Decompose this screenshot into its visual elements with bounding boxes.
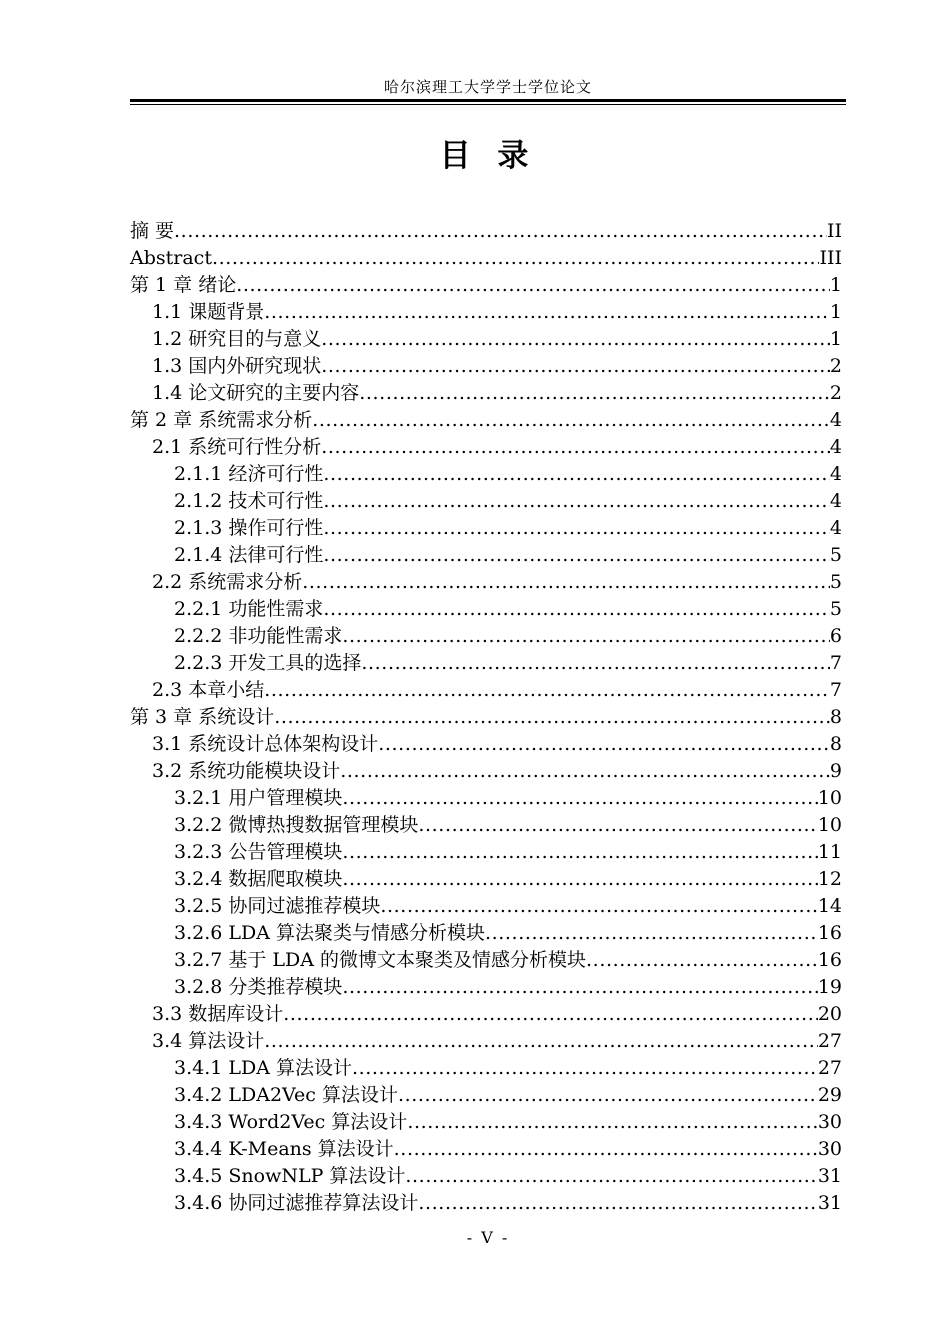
toc-entry-page: 31 — [817, 1192, 842, 1214]
toc-entry[interactable] — [130, 704, 842, 731]
toc-entry-page: 7 — [829, 679, 842, 701]
toc-dot-leader — [283, 1001, 818, 1028]
toc-dot-leader — [212, 245, 820, 272]
toc-entry-page: 20 — [817, 1003, 842, 1025]
toc-entry[interactable] — [130, 1109, 842, 1136]
toc-dot-leader — [361, 650, 830, 677]
toc-dot-leader — [340, 758, 830, 785]
toc-dot-leader — [323, 542, 830, 569]
toc-dot-leader — [302, 569, 830, 596]
toc-dot-leader — [342, 866, 817, 893]
toc-entry-label: 2.3 本章小结 — [152, 679, 265, 701]
toc-entry-label: 第 1 章 绪论 — [130, 274, 237, 296]
toc-entry-label: 3.2.8 分类推荐模块 — [174, 976, 343, 998]
toc-entry-label: 3.2.7 基于 LDA 的微博文本聚类及情感分析模块 — [174, 949, 587, 971]
toc-dot-leader — [312, 407, 830, 434]
toc-dot-leader — [407, 1109, 818, 1136]
toc-entry-label: 3.4.3 Word2Vec 算法设计 — [174, 1111, 408, 1133]
toc-dot-leader — [418, 812, 817, 839]
toc-entry-page: 27 — [817, 1057, 842, 1079]
toc-entry[interactable] — [130, 1190, 842, 1217]
toc-entry[interactable] — [130, 650, 842, 677]
toc-entry-page: 4 — [829, 490, 842, 512]
toc-entry[interactable] — [130, 407, 842, 434]
toc-entry[interactable] — [130, 326, 842, 353]
toc-entry-label: 摘 要 — [130, 220, 175, 242]
toc-entry-page: 10 — [817, 787, 842, 809]
toc-dot-leader — [274, 704, 830, 731]
toc-entry[interactable] — [130, 380, 842, 407]
toc-entry-page: 14 — [817, 895, 842, 917]
toc-entry-label: 2.1.4 法律可行性 — [174, 544, 324, 566]
toc-entry-page: 4 — [829, 463, 842, 485]
toc-entry-page: 11 — [817, 841, 842, 863]
toc-entry[interactable] — [130, 1028, 842, 1055]
toc-dot-leader — [378, 731, 830, 758]
toc-entry[interactable] — [130, 461, 842, 488]
toc-entry-label: 第 3 章 系统设计 — [130, 706, 275, 728]
toc-entry-page: 7 — [829, 652, 842, 674]
toc-entry-label: 3.1 系统设计总体架构设计 — [152, 733, 379, 755]
toc-dot-leader — [394, 1136, 818, 1163]
toc-entry-page: 5 — [829, 544, 842, 566]
toc-entry-label: 1.2 研究目的与意义 — [152, 328, 322, 350]
toc-entry[interactable] — [130, 920, 842, 947]
toc-entry-page: 1 — [829, 328, 842, 350]
toc-dot-leader — [352, 1055, 818, 1082]
toc-entry[interactable] — [130, 245, 842, 272]
toc-entry[interactable] — [130, 272, 842, 299]
toc-dot-leader — [586, 947, 818, 974]
toc-entry[interactable] — [130, 569, 842, 596]
toc-dot-leader — [323, 461, 830, 488]
toc-entry-page: 1 — [829, 301, 842, 323]
toc-entry-page: 8 — [829, 706, 842, 728]
toc-dot-leader — [342, 974, 817, 1001]
toc-entry[interactable] — [130, 758, 842, 785]
toc-entry-page: 4 — [829, 517, 842, 539]
toc-entry-page: 30 — [817, 1111, 842, 1133]
toc-entry-page: 4 — [829, 409, 842, 431]
toc-dot-leader — [398, 1082, 818, 1109]
toc-dot-leader — [264, 1028, 818, 1055]
toc-entry-page: 6 — [829, 625, 842, 647]
toc-dot-leader — [485, 920, 818, 947]
toc-entry-label: 3.3 数据库设计 — [152, 1003, 284, 1025]
toc-dot-leader — [342, 623, 830, 650]
toc-entry-label: 3.2.1 用户管理模块 — [174, 787, 343, 809]
toc-entry-label: 3.2.3 公告管理模块 — [174, 841, 343, 863]
toc-entry-page: 31 — [817, 1165, 842, 1187]
toc-dot-leader — [321, 353, 830, 380]
toc-entry-page: 9 — [829, 760, 842, 782]
toc-entry-label: 1.4 论文研究的主要内容 — [152, 382, 360, 404]
toc-entry[interactable] — [130, 623, 842, 650]
toc-entry[interactable] — [130, 812, 842, 839]
toc-dot-leader — [321, 434, 830, 461]
toc-entry-label: 3.4.4 K-Means 算法设计 — [174, 1138, 394, 1160]
toc-entry[interactable] — [130, 1055, 842, 1082]
toc-entry[interactable] — [130, 353, 842, 380]
toc-entry-label: 2.1.2 技术可行性 — [174, 490, 324, 512]
toc-dot-leader — [418, 1190, 817, 1217]
toc-entry-label: 3.2 系统功能模块设计 — [152, 760, 341, 782]
toc-entry-page: 8 — [829, 733, 842, 755]
toc-dot-leader — [323, 488, 830, 515]
toc-entry-label: 3.2.2 微博热搜数据管理模块 — [174, 814, 419, 836]
toc-entry[interactable] — [130, 515, 842, 542]
toc-entry-label: 2.2.1 功能性需求 — [174, 598, 324, 620]
table-of-contents — [130, 218, 842, 1217]
toc-entry[interactable] — [130, 785, 842, 812]
toc-dot-leader — [380, 893, 817, 920]
toc-entry-label: 3.4.1 LDA 算法设计 — [174, 1057, 352, 1079]
toc-dot-leader — [321, 326, 830, 353]
toc-entry[interactable] — [130, 893, 842, 920]
toc-entry-label: 2.2.2 非功能性需求 — [174, 625, 343, 647]
toc-dot-leader — [174, 218, 827, 245]
toc-entry-label: 3.2.5 协同过滤推荐模块 — [174, 895, 381, 917]
toc-entry-label: 1.1 课题背景 — [152, 301, 265, 323]
toc-entry-page: 12 — [817, 868, 842, 890]
toc-entry-label: 2.1 系统可行性分析 — [152, 436, 322, 458]
toc-dot-leader — [264, 299, 830, 326]
toc-entry[interactable] — [130, 488, 842, 515]
toc-entry-page: 10 — [817, 814, 842, 836]
toc-entry[interactable] — [130, 299, 842, 326]
toc-entry[interactable] — [130, 218, 842, 245]
header-rule-thin — [130, 104, 846, 105]
header-rule-thick — [130, 99, 846, 102]
toc-entry[interactable] — [130, 866, 842, 893]
toc-entry-page: 16 — [817, 922, 842, 944]
toc-dot-leader — [359, 380, 830, 407]
toc-entry-label: 3.4.6 协同过滤推荐算法设计 — [174, 1192, 419, 1214]
toc-dot-leader — [236, 272, 830, 299]
toc-dot-leader — [323, 596, 830, 623]
toc-entry-page: 2 — [829, 355, 842, 377]
toc-entry-label: 1.3 国内外研究现状 — [152, 355, 322, 377]
toc-dot-leader — [323, 515, 830, 542]
toc-entry-label: 3.2.6 LDA 算法聚类与情感分析模块 — [174, 922, 485, 944]
toc-entry-page: 16 — [817, 949, 842, 971]
toc-entry-page: 29 — [817, 1084, 842, 1106]
toc-dot-leader — [405, 1163, 817, 1190]
toc-entry-label: 3.4 算法设计 — [152, 1030, 265, 1052]
toc-dot-leader — [264, 677, 830, 704]
toc-entry-label: 2.2 系统需求分析 — [152, 571, 303, 593]
toc-dot-leader — [342, 785, 817, 812]
page-number: - V - — [466, 1228, 510, 1247]
toc-entry-label: 2.1.3 操作可行性 — [174, 517, 324, 539]
toc-entry[interactable] — [130, 1163, 842, 1190]
toc-entry-page: 4 — [829, 436, 842, 458]
toc-entry[interactable] — [130, 947, 842, 974]
toc-entry[interactable] — [130, 542, 842, 569]
toc-entry-label: Abstract — [130, 247, 212, 269]
toc-entry-label: 3.4.2 LDA2Vec 算法设计 — [174, 1084, 398, 1106]
page-title: 目 录 — [439, 138, 537, 174]
toc-entry-label: 第 2 章 系统需求分析 — [130, 409, 313, 431]
toc-entry-page: II — [826, 220, 842, 242]
toc-dot-leader — [342, 839, 817, 866]
toc-entry[interactable] — [130, 974, 842, 1001]
toc-entry-page: 27 — [817, 1030, 842, 1052]
toc-entry-label: 3.2.4 数据爬取模块 — [174, 868, 343, 890]
toc-entry[interactable] — [130, 1136, 842, 1163]
toc-entry-page: 30 — [817, 1138, 842, 1160]
toc-entry-page: 5 — [829, 598, 842, 620]
toc-entry[interactable] — [130, 839, 842, 866]
toc-entry-page: 5 — [829, 571, 842, 593]
toc-entry-page: III — [819, 247, 842, 269]
running-header: 哈尔滨理工大学学士学位论文 — [383, 78, 592, 96]
toc-entry[interactable] — [130, 731, 842, 758]
toc-entry-label: 2.1.1 经济可行性 — [174, 463, 324, 485]
toc-entry[interactable] — [130, 596, 842, 623]
toc-entry[interactable] — [130, 677, 842, 704]
toc-entry-page: 1 — [829, 274, 842, 296]
toc-entry-page: 2 — [829, 382, 842, 404]
toc-entry[interactable] — [130, 1082, 842, 1109]
toc-entry-label: 3.4.5 SnowNLP 算法设计 — [174, 1165, 406, 1187]
toc-entry-page: 19 — [817, 976, 842, 998]
toc-entry[interactable] — [130, 434, 842, 461]
toc-entry[interactable] — [130, 1001, 842, 1028]
toc-entry-label: 2.2.3 开发工具的选择 — [174, 652, 362, 674]
